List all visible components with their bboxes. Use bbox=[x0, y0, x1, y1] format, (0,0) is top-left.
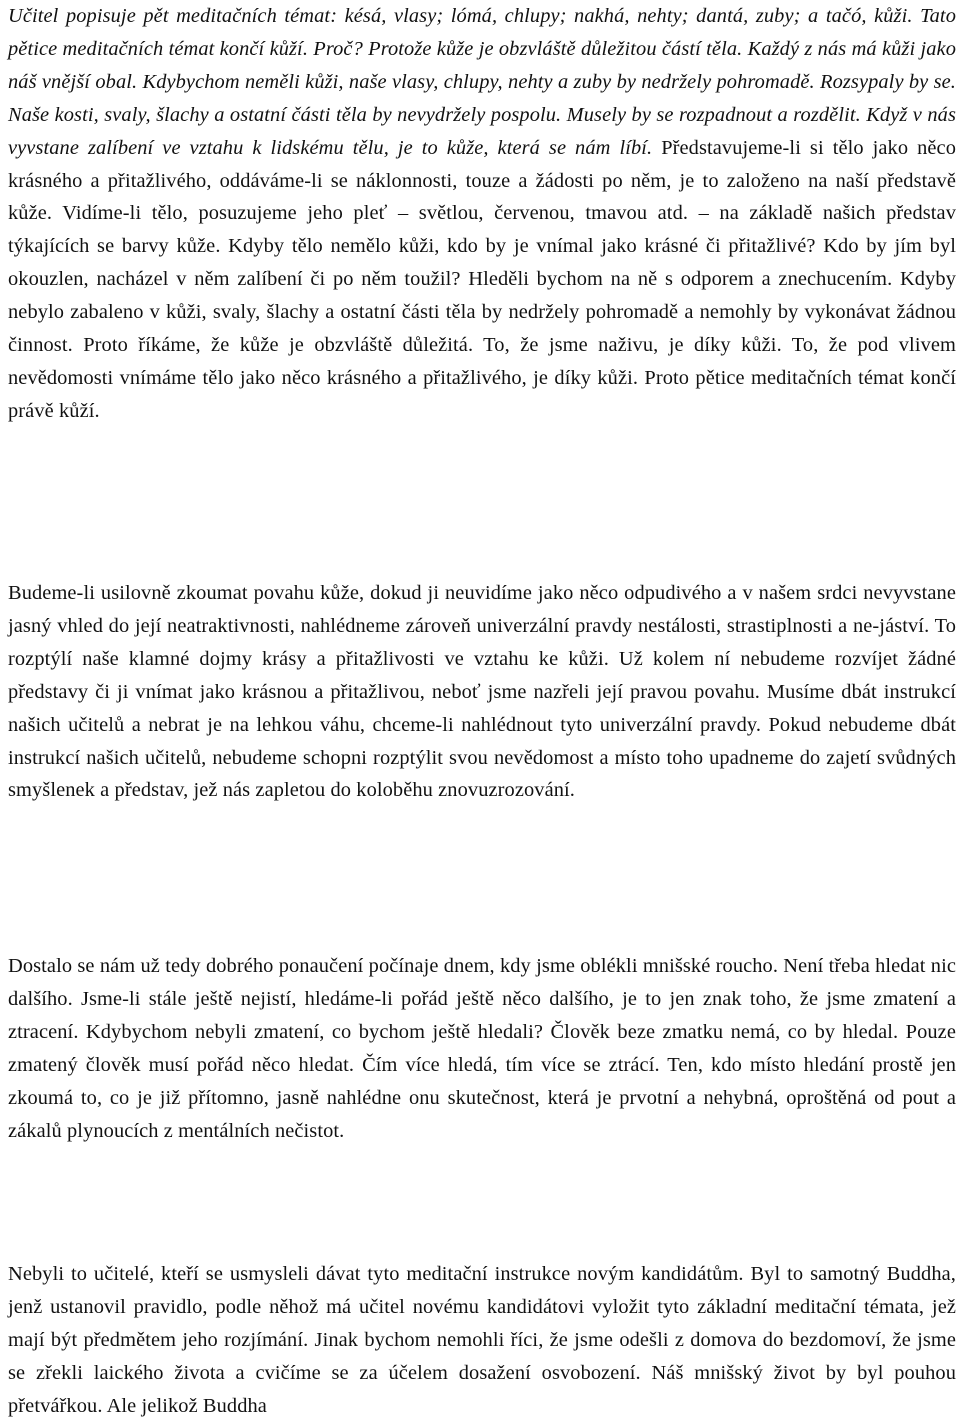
paragraph-1 bbox=[8, 0, 956, 428]
paragraph-3-text: Dostalo se nám už tedy dobrého ponaučení počínaje dnem, kdy jsme oblékli mnišské roucho. Není třeba hledat nic dalšího. Jsme-li stále ještě nejistí, hledáme-li pořád ještě něco dalšího, je to jen znak toho, že jsme zmatení a ztracení. Kdybychom nebyli zmatení, co bychom ještě hledali? Člověk beze zmatku nemá, co by hledal. Pouze zmatený člověk musí pořád něco hledat. Čím více hledá, tím více se ztrácí. Ten, kdo místo hledání prostě jen zkoumá to, co je již přítomno, jasně nahlédne onu skutečnost, která je prvotní a nehybná, oproštěná od pout a zákalů plynoucích z mentálních nečistot. bbox=[8, 955, 956, 1142]
paragraph-4-text: Nebyli to učitelé, kteří se usmysleli dávat tyto meditační instrukce novým kandidátům. Byl to samotný Buddha, jenž ustanovil pravidlo, podle něhož má učitel novému kandidátovi vyložit tyto základní meditační témata, jež mají být předmětem jeho rozjímání. Jinak bychom nemohli říci, že jsme odešli z domova do bezdomoví, že jsme se zřekli laického života a cvičíme se za účelem dosažení osvobození. Náš mnišský život by byl pouhou přetvářkou. Ale jelikož Buddha bbox=[8, 1263, 956, 1417]
paragraph-2 bbox=[8, 577, 956, 807]
paragraph-4 bbox=[8, 1258, 956, 1423]
paragraph-3 bbox=[8, 950, 956, 1147]
paragraph-1-text: Představujeme-li si tělo jako něco krásného a přitažlivého, oddáváme-li se náklonnosti, touze a žádosti po něm, je to založeno na naší představě kůže. Vidíme-li tělo, posuzujeme jeho pleť – světlou, červenou, tmavou atd. – na základě našich představ týkajících se barvy kůže. Kdyby tělo nemělo kůži, kdo by je vnímal jako krásné či přitažlivé? Kdo by jím byl okouzlen, nacházel v něm zalíbení či po něm toužil? Hleděli bychom na ně s odporem a znechucením. Kdyby nebylo zabaleno v kůži, svaly, šlachy a ostatní části těla by nedržely pohromadě a nemohly by vykonávat žádnou činnost. Proto říkáme, že kůže je obzvláště důležitá. To, že jsme naživu, je díky kůži. To, že pod vlivem nevědomosti vnímáme tělo jako něco krásného a přitažlivého, je díky kůži. Proto pětice meditačních témat končí právě kůží. bbox=[8, 136, 956, 422]
paragraph-2-text: Budeme-li usilovně zkoumat povahu kůže, dokud ji neuvidíme jako něco odpudivého a v našem srdci nevyvstane jasný vhled do její neatraktivnosti, nahlédneme zároveň univerzální pravdy nestálosti, strastiplnosti a ne-jáství. To rozptýlí naše klamné dojmy krásy a přitažlivosti ve vztahu ke kůži. Už kolem ní nebudeme rozvíjet žádné představy či ji vnímat jako krásnou a přitažlivou, neboť jsme nazřeli její pravou povahu. Musíme dbát instrukcí našich učitelů a nebrat je na lehkou váhu, chceme-li nahlédnout tyto univerzální pravdy. Pokud nebudeme dbát instrukcí našich učitelů, nebudeme schopni rozptýlit svou nevědomost a místo toho upadneme do zajetí svůdných smyšlenek a představ, jež nás zapletou do koloběhu znovuzrozování. bbox=[8, 582, 956, 802]
paragraph-1-italic-text: Učitel popisuje pět meditačních témat: késá, vlasy; lómá, chlupy; nakhá, nehty; dantá, zuby; a tačó, kůži. Tato pětice meditačních témat končí kůží. Proč? Protože kůže je obzvláště důležitou částí těla. Každý z nás má kůži jako náš vnější obal. Kdybychom neměli kůži, naše vlasy, chlupy, nehty a zuby by nedržely pohromadě. Rozsypaly by se. Naše kosti, svaly, šlachy a ostatní části těla by nevydržely pospolu. Musely by se rozpadnout a rozdělit. Když v nás vyvstane zalíbení ve vztahu k lidskému tělu, je to kůže, která se nám líbí. bbox=[8, 5, 956, 159]
